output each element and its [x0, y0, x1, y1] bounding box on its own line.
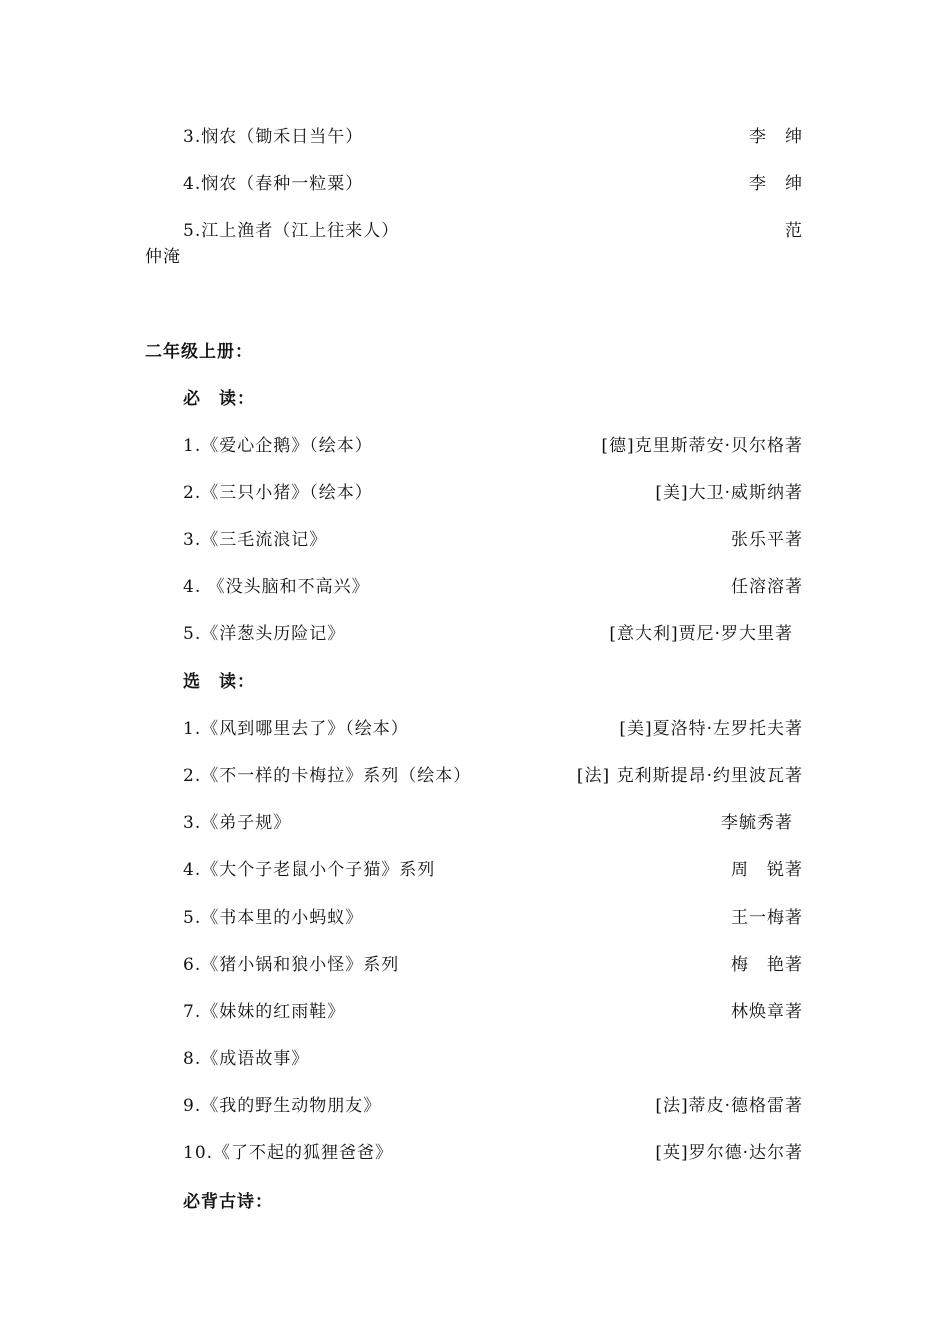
book-title: 8.《成语故事》: [183, 1049, 310, 1069]
book-title: 1.《爱心企鹅》（绘本）: [183, 436, 373, 456]
poem-author: 范: [785, 221, 803, 241]
book-title: 7.《妹妹的红雨鞋》: [183, 1002, 346, 1022]
book-title: 5.《洋葱头历险记》: [183, 624, 346, 644]
book-entry: [183, 574, 803, 600]
grade-heading: 二年级上册：: [145, 342, 253, 362]
poem-title: 5.江上渔者（江上往来人）: [183, 221, 400, 241]
book-author: 周 锐著: [731, 860, 803, 880]
book-title: 2.《不一样的卡梅拉》系列（绘本）: [183, 766, 472, 786]
book-title: 6.《猪小锅和狼小怪》系列: [183, 955, 400, 975]
poem-entry: [183, 124, 803, 150]
book-entry: [183, 810, 793, 836]
book-title: 10.《了不起的狐狸爸爸》: [183, 1143, 394, 1163]
book-entry: [183, 480, 803, 506]
book-author: [美]大卫·威斯纳著: [655, 483, 803, 503]
poem-entry: [183, 171, 803, 197]
book-entry: [183, 716, 803, 742]
book-author: [美]夏洛特·左罗托夫著: [619, 719, 803, 739]
book-author: 任溶溶著: [731, 577, 803, 597]
book-entry: [183, 857, 803, 883]
book-entry: [183, 905, 803, 931]
book-author: 张乐平著: [731, 530, 803, 550]
book-entry: [183, 433, 803, 459]
poem-author: 李 绅: [749, 127, 803, 147]
book-author: [法]蒂皮·德格雷著: [655, 1096, 803, 1116]
book-entry: [183, 1093, 803, 1119]
book-entry: [183, 527, 803, 553]
book-title: 3.《三毛流浪记》: [183, 530, 328, 550]
poem-entry: [183, 218, 803, 244]
book-entry: [183, 621, 793, 647]
book-title: 9.《我的野生动物朋友》: [183, 1096, 382, 1116]
book-title: 4. 《没头脑和不高兴》: [183, 577, 370, 597]
book-author: [德]克里斯蒂安·贝尔格著: [601, 436, 803, 456]
book-author: 林焕章著: [731, 1002, 803, 1022]
poem-title: 4.悯农（春种一粒粟）: [183, 174, 364, 194]
book-entry: [183, 1046, 803, 1072]
book-author: 王一梅著: [731, 908, 803, 928]
book-entry: [183, 763, 803, 789]
book-title: 4.《大个子老鼠小个子猫》系列: [183, 860, 436, 880]
author-wrap-text: 仲淹: [145, 247, 181, 267]
book-entry: [183, 952, 803, 978]
book-title: 2.《三只小猪》（绘本）: [183, 483, 373, 503]
book-entry: [183, 999, 803, 1025]
book-title: 5.《书本里的小蚂蚁》: [183, 908, 364, 928]
poems-heading: 必背古诗：: [183, 1192, 273, 1212]
book-entry: [183, 1140, 803, 1166]
book-author: [意大利]贾尼·罗大里著: [609, 624, 793, 644]
book-author: [英]罗尔德·达尔著: [655, 1143, 803, 1163]
optional-heading: 选 读：: [183, 672, 255, 692]
book-author: [法] 克利斯提昂·约里波瓦著: [576, 766, 803, 786]
book-title: 3.《弟子规》: [183, 813, 292, 833]
poem-title: 3.悯农（锄禾日当午）: [183, 127, 364, 147]
book-author: 梅 艳著: [731, 955, 803, 975]
book-author: 李毓秀著: [721, 813, 793, 833]
book-title: 1.《风到哪里去了》（绘本）: [183, 719, 409, 739]
poem-author: 李 绅: [749, 174, 803, 194]
required-heading: 必 读：: [183, 389, 255, 409]
